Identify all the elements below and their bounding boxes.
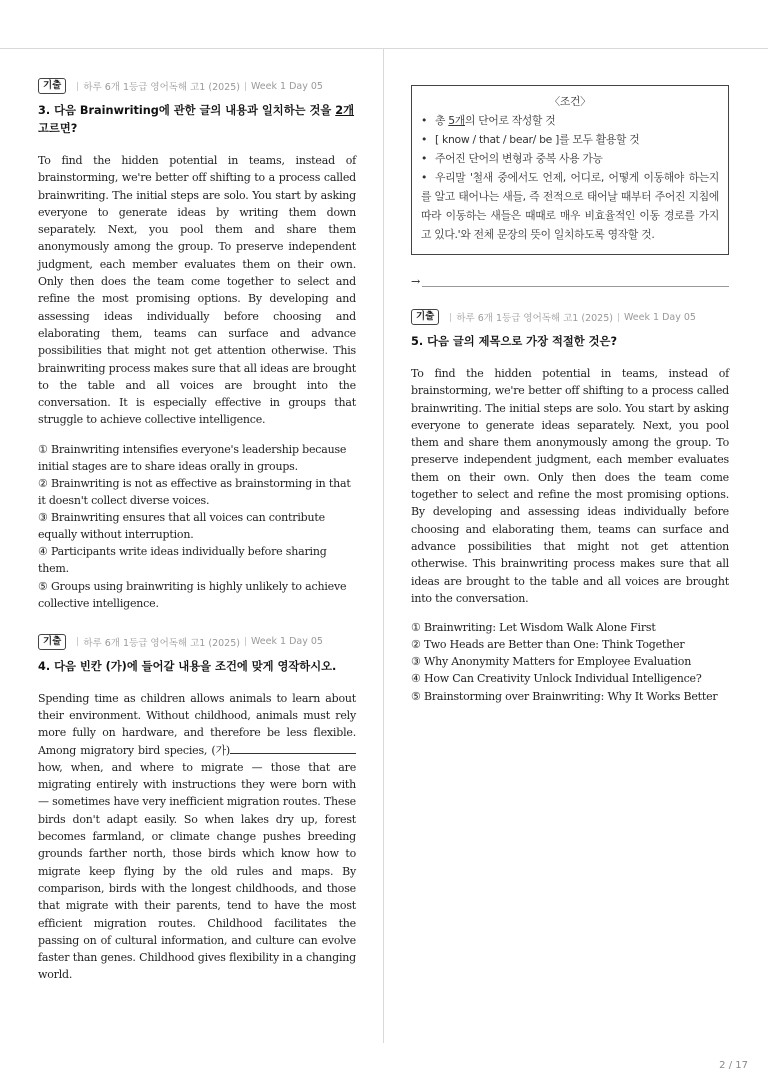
meta-separator [245, 82, 246, 91]
page-number: 2 / 17 [719, 1060, 748, 1071]
condition-1-part1: 총 [435, 114, 449, 127]
q3-option-3[interactable]: ③ Brainwriting ensures that all voices can contribute equally without interruption. [38, 511, 325, 542]
condition-item [421, 111, 719, 130]
q3-source: 하루 6개 1등급 영어독해 고1 (2025) [83, 82, 240, 93]
column-divider [383, 48, 384, 1043]
q4-passage-part1: Spending time as children allows animals to learn about their environment. Without childhood, animals must rely more fully on hardware, and therefore be less flexible. Among migratory bird species, (가) [38, 691, 356, 757]
q3-option-1[interactable]: ① Brainwriting intensifies everyone's leadership because initial stages are to share ideas orally in groups. [38, 442, 347, 473]
q4-conditions-box [411, 85, 729, 255]
q5-option-5[interactable]: ⑤ Brainstorming over Brainwriting: Why It Works Better [411, 689, 718, 703]
q5-source: 하루 6개 1등급 영어독해 고1 (2025) [456, 313, 613, 324]
q3-option-5[interactable]: ⑤ Groups using brainwriting is highly unlikely to achieve collective intelligence. [38, 579, 347, 610]
q5-options [411, 619, 729, 704]
q5-passage: To find the hidden potential in teams, instead of brainstorming, we're better off shifting to a process called brainwriting. The initial steps are solo. You start by asking everyone to generate ideas separately. Next, you pool them and share them anonymously among the group. To preserve independent judgment, each member evaluates them on their own. Only then does the team come together to select and refine the most promising options. By developing and assessing ideas individually before choosing and elaborating them, teams can surface and advance possibilities that might not get attention otherwise. This brainwriting process makes sure that all ideas are brought to the table and all voices are brought into the conversation. [411, 367, 729, 605]
condition-2: [ know / that / bear/ be ]를 모두 활용할 것 [435, 133, 640, 146]
condition-3: 주어진 단어의 변형과 중복 사용 가능 [435, 152, 603, 165]
condition-4: 우리말 '철새 중에서도 언제, 어디로, 어떻게 이동해야 하는지를 알고 태어나는 새들, 즉 전적으로 태어날 때부터 주어진 지침에 따라 이동하는 새들은 때때로 매우 비효율적인 이동 경로를 가지고 있다.'와 전체 문장의 뜻이 일치하도록 영작할 것. [421, 171, 719, 241]
q5-title: 5. 다음 글의 제목으로 가장 적절한 것은? [411, 335, 617, 348]
q3-title-underlined: 2개 [335, 104, 355, 117]
q5-week: Week 1 Day 05 [623, 311, 696, 323]
q4-source: 하루 6개 1등급 영어독해 고1 (2025) [83, 637, 240, 649]
q4-answer-field[interactable] [411, 275, 729, 287]
q5-option-1[interactable]: ① Brainwriting: Let Wisdom Walk Alone First [411, 621, 656, 635]
left-column [38, 78, 356, 984]
meta-separator [450, 313, 451, 322]
q4-passage [38, 690, 356, 984]
meta-separator [77, 82, 78, 91]
arrow-icon: → [411, 275, 421, 288]
answer-line[interactable] [422, 279, 729, 287]
q4-week: Week 1 Day 05 [250, 636, 323, 648]
q3-title [38, 102, 356, 138]
q4-meta [38, 634, 356, 650]
right-column [411, 85, 729, 705]
q3-tag-badge: 기출 [38, 78, 66, 94]
q4-title: 4. 다음 빈칸 (가)에 들어갈 내용을 조건에 맞게 영작하시오. [38, 659, 337, 673]
q3-option-2[interactable]: ② Brainwriting is not as effective as brainstorming in that it doesn't collect diverse voices. [38, 476, 351, 508]
q5-option-3[interactable]: ③ Why Anonymity Matters for Employee Evaluation [411, 655, 692, 669]
bullet: • [421, 114, 428, 127]
bullet: • [421, 152, 428, 165]
q3-meta [38, 78, 356, 94]
meta-separator [77, 637, 78, 646]
q4-blank-line [230, 742, 356, 754]
condition-item [421, 130, 719, 149]
conditions-list [421, 111, 719, 244]
condition-item [421, 149, 719, 168]
meta-separator [245, 637, 246, 646]
q3-option-4[interactable]: ④ Participants write ideas individually before sharing them. [38, 545, 327, 576]
q3-title-part1: 3. 다음 Brainwriting에 관한 글의 내용과 일치하는 것을 [38, 104, 336, 117]
bullet: • [421, 171, 428, 184]
q5-option-2[interactable]: ② Two Heads are Better than One: Think Together [411, 638, 685, 652]
bullet: • [421, 133, 428, 146]
condition-1-underlined: 5개 [448, 114, 465, 127]
q4-passage-part2: how, when, and where to migrate — those that are migrating entirely with instructions they were born with — sometimes have very inefficient migration routes. These birds don't adapt easily. So when lakes dry up, forest becomes farmland, or climate change pushes breeding grounds farther north, those birds which know how to migrate keep flying by the old rules and maps. By comparison, birds with the longest childhoods, and those that migrate with their parents, tend to have the most efficient migration routes. Childhood facilitates the passing on of cultural information, and culture can evolve faster than genes. Childhood gives flexibility in a changing world. [38, 760, 356, 982]
q3-options [38, 441, 356, 612]
conditions-title: 〈조건〉 [549, 95, 591, 108]
q5-option-4[interactable]: ④ How Can Creativity Unlock Individual Intelligence? [411, 672, 702, 686]
meta-separator [618, 313, 619, 322]
condition-1-part2: 의 단어로 작성할 것 [464, 114, 556, 127]
q3-title-part2: 고르면? [38, 122, 78, 135]
header-divider [0, 48, 768, 49]
condition-item [421, 168, 719, 244]
q5-tag-badge: 기출 [411, 309, 439, 325]
q3-passage: To find the hidden potential in teams, instead of brainstorming, we're better off shifting to a process called brainwriting. The initial steps are solo. You start by asking everyone to generate ideas by writing them down separately. Next, you pool them and share them anonymously among the group. To preserve independent judgment, each member evaluates them on their own. Only then does the team come together to select and refine the most promising options. By developing and assessing ideas individually before choosing and elaborating them, teams can surface and advance possibilities that might not get attention otherwise. This brainwriting process makes sure that all ideas are brought to the table and all voices are brought into the conversation. It is especially effective in groups that struggle to achieve collective intelligence. [38, 154, 356, 427]
q5-meta [411, 309, 729, 325]
q3-week: Week 1 Day 05 [250, 80, 323, 92]
q4-tag-badge: 기출 [38, 634, 66, 650]
